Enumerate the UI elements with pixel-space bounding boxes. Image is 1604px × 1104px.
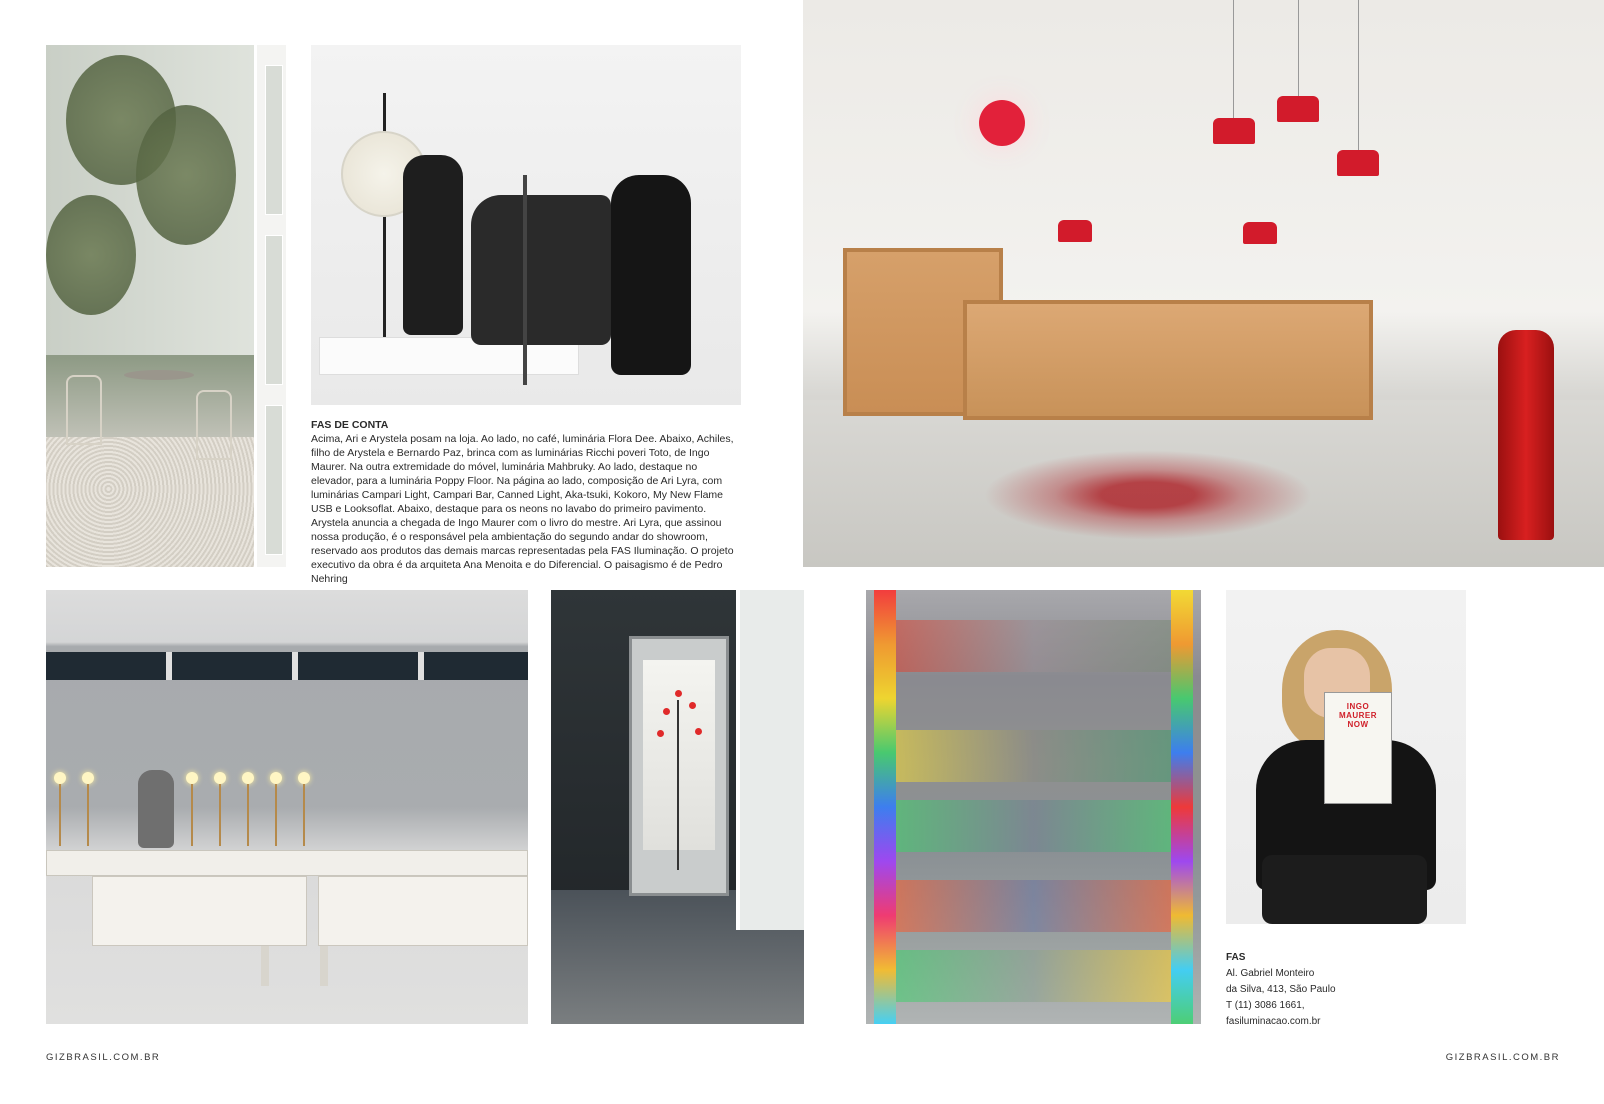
red-pendant-lamp (1213, 118, 1255, 144)
woman-figure (611, 175, 691, 375)
garden-chair (66, 375, 102, 445)
book-title-line: INGO (1346, 702, 1370, 711)
lamp-bulb (54, 772, 66, 784)
pendant-wire (1298, 0, 1299, 96)
elevator-interior (643, 660, 715, 850)
tree-foliage (136, 105, 236, 245)
lamp-bulb (82, 772, 94, 784)
glass-partition (736, 590, 804, 930)
lamp-stem (303, 784, 305, 846)
black-sculpture (471, 195, 611, 345)
lamp-flower (689, 702, 696, 709)
black-chair (1262, 855, 1427, 924)
folio-left: GIZBRASIL.COM.BR (46, 1052, 161, 1063)
desk-drawer (318, 876, 528, 946)
photo-caption (311, 418, 741, 586)
lamp-stem (219, 784, 221, 846)
tree-foliage (46, 195, 136, 315)
stair-step (896, 730, 1171, 782)
folio-right: GIZBRASIL.COM.BR (1445, 1052, 1560, 1063)
window-frame (254, 45, 286, 567)
lamp-flower (657, 730, 664, 737)
stair-step (896, 620, 1171, 672)
stair-step (896, 880, 1171, 932)
red-pendant-lamp (1277, 96, 1319, 122)
child-figure (138, 770, 174, 848)
store-name: FAS (1226, 952, 1246, 963)
red-table-lamp (1243, 222, 1277, 244)
stair-step (896, 950, 1171, 1002)
book-title (1330, 702, 1386, 729)
pendant-wire (1233, 0, 1234, 118)
rose-petals (983, 450, 1313, 540)
desk-drawer (92, 876, 307, 946)
lamp-stem (275, 784, 277, 846)
photo-child-lamps (46, 590, 528, 1024)
photo-woman-with-book (1226, 590, 1466, 924)
photo-showroom-crates (803, 0, 1604, 567)
neon-left (874, 590, 896, 1024)
lamp-stem (191, 784, 193, 846)
book-title-line: NOW (1347, 720, 1369, 729)
lamp-flower (695, 728, 702, 735)
stair-step (896, 800, 1171, 852)
lamp-bulb (270, 772, 282, 784)
clerestory-windows (46, 652, 528, 680)
photo-elevator (551, 590, 804, 1024)
garden-chair (196, 390, 232, 460)
lamp-stem (247, 784, 249, 846)
lamp-bulb (214, 772, 226, 784)
wooden-crate-long (963, 300, 1373, 420)
lamp-bulb (242, 772, 254, 784)
long-desk (46, 850, 528, 876)
store-address-1: Al. Gabriel Monteiro (1226, 968, 1315, 979)
store-address-2: da Silva, 413, São Paulo (1226, 984, 1336, 995)
lamp-stem (59, 784, 61, 846)
photo-garden-cafe (46, 45, 286, 567)
pendant-wire (1358, 0, 1359, 150)
red-pendant-lamp (1337, 150, 1379, 176)
lamp-stem (87, 784, 89, 846)
desk-leg (320, 946, 328, 986)
man-figure (403, 155, 463, 335)
store-phone: T (11) 3086 1661, (1226, 1000, 1305, 1011)
lamp-bulb (186, 772, 198, 784)
caption-body: Acima, Ari e Arystela posam na loja. Ao lado, no café, luminária Flora Dee. Abaixo, Achiles, filho de Arystela e Bernardo Paz, brinca com as luminárias Ricchi poveri Toto, de Ingo Maurer. Na outra extremidade do móvel, luminária Mahbruky. Ao lado, destaque no elevador, para a luminária Poppy Floor. Na página ao lado, composição de Ari Lyra, com luminárias Campari Light, Campari Bar, Canned Light, Aka-tsuki, Kokoro, My New Flame USB e Looksoflat. Abaixo, destaque para os neons no lavabo do primeiro pavimento. Arystela anuncia a chegada de Ingo Maurer com o livro do mestre. Ari Lyra, que assinou nossa produção, é o responsável pela ambientação do segundo andar do showroom, reservado aos produtos das demais marcas representadas pela FAS Iluminação. O projeto executivo da obra é da arquiteta Ana Menoita e do Diferencial. O paisagismo é de Pedro Nehring (311, 433, 734, 585)
red-wall-lamp (979, 100, 1025, 146)
photo-couple-portrait (311, 45, 741, 405)
photo-neon-stairs (866, 590, 1201, 1024)
lamp-flower (675, 690, 682, 697)
lamp-flower (663, 708, 670, 715)
store-info (1226, 950, 1426, 1030)
lamp-bulb (298, 772, 310, 784)
red-desk-lamp (1058, 220, 1092, 242)
caption-title: FAS DE CONTA (311, 419, 389, 431)
store-website[interactable]: fasiluminacao.com.br (1226, 1016, 1321, 1027)
neon-right (1171, 590, 1193, 1024)
desk-leg (261, 946, 269, 986)
book-title-line: MAURER (1338, 711, 1378, 720)
poppy-floor-lamp (677, 700, 679, 870)
red-fire-hydrant (1498, 330, 1554, 540)
cafe-table (124, 370, 194, 380)
floor-lamp (523, 175, 527, 385)
